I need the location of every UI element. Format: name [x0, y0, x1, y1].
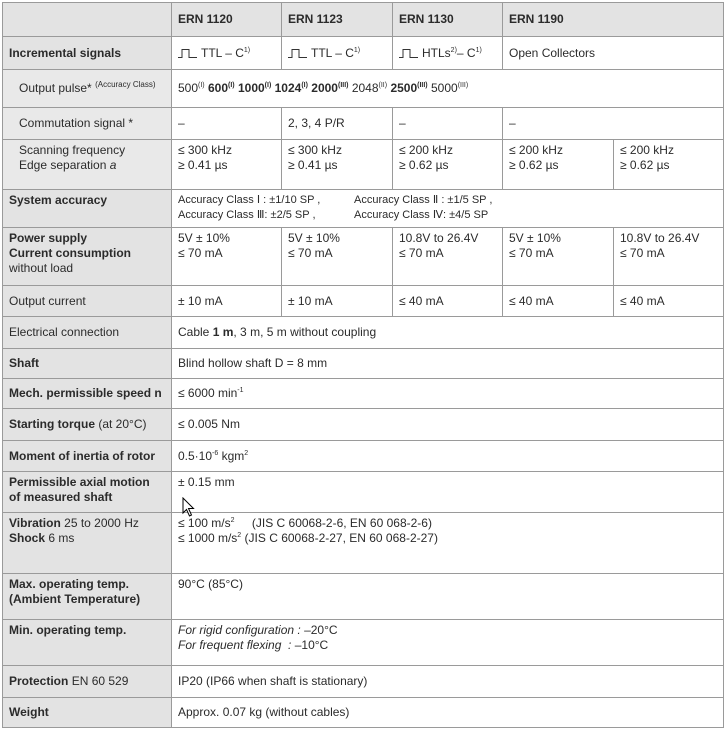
output-pulse-class: (I) — [198, 82, 205, 89]
row-incremental-signals — [3, 37, 724, 70]
inertia-sup: -6 — [212, 449, 219, 457]
square-wave-icon — [178, 49, 198, 58]
inertia-a: 0.5·10 — [178, 448, 213, 463]
mouse-pointer-icon — [182, 497, 196, 517]
label-output-pulse-text: Output pulse — [19, 81, 88, 95]
header-ern1130: ERN 1130 — [393, 3, 503, 37]
incremental-ern1130-text-b: – C — [456, 45, 476, 60]
vibration-std: (JIS C 60068-2-6, EN 60 068-2-6) — [251, 516, 432, 530]
output-current-c3: ≤ 40 mA — [393, 286, 503, 317]
label-protection — [3, 666, 172, 698]
output-current-c1: ± 10 mA — [172, 286, 282, 317]
shock-sup: 2 — [237, 532, 242, 539]
row-commutation-signal — [3, 108, 724, 140]
output-pulse-class: (III) — [337, 82, 349, 89]
inertia-value — [172, 441, 724, 472]
label-edge-var: a — [109, 158, 117, 172]
label-power-line2: Current consumption — [9, 246, 131, 260]
row-output-pulse — [3, 70, 724, 108]
label-output-pulse — [3, 70, 172, 108]
scanning-c2 — [282, 140, 393, 190]
incremental-ern1123-footnote: 1) — [353, 46, 361, 54]
output-pulse-class: (III) — [417, 82, 428, 89]
power-c3-supply: 10.8V to 26.4V — [399, 231, 479, 245]
power-c1-current: ≤ 70 mA — [178, 246, 223, 260]
label-output-current: Output current — [3, 286, 172, 317]
min-temp-rigid-val: –20°C — [304, 623, 338, 637]
commutation-ern1190: – — [503, 108, 724, 140]
incremental-ern1120-text: TTL – C — [201, 45, 244, 60]
system-accuracy-values — [172, 190, 724, 228]
row-scanning-frequency — [3, 140, 724, 190]
shock-line — [178, 531, 718, 546]
label-permissible-speed: Mech. permissible speed n — [3, 379, 172, 409]
speed-value — [172, 379, 724, 409]
label-shock-val: 6 ms — [48, 531, 75, 545]
label-incremental-signals: Incremental signals — [3, 37, 172, 70]
row-permissible-speed — [3, 379, 724, 409]
label-max-operating-temp — [3, 574, 172, 620]
electrical-connection-value — [172, 317, 724, 349]
inertia-sup2: 2 — [244, 449, 249, 457]
output-pulse-value: 1000 — [237, 81, 265, 95]
output-pulse-value: 500 — [178, 81, 199, 95]
label-protection-std: EN 60 529 — [71, 674, 129, 688]
label-scanning-frequency — [3, 140, 172, 190]
output-current-c5: ≤ 40 mA — [614, 286, 724, 317]
row-min-operating-temp — [3, 620, 724, 666]
square-wave-icon — [288, 49, 308, 58]
label-moment-of-inertia: Moment of inertia of rotor — [3, 441, 172, 472]
power-c2-supply: 5V ± 10% — [288, 231, 340, 245]
shock-val: ≤ 1000 m/s — [178, 531, 238, 545]
torque-value: ≤ 0.005 Nm — [172, 409, 724, 441]
output-pulse-value: 2500 — [390, 81, 418, 95]
label-system-accuracy: System accuracy — [3, 190, 172, 228]
output-pulse-values — [172, 70, 724, 108]
row-power-supply — [3, 228, 724, 286]
header-row — [3, 3, 724, 37]
power-c4-current: ≤ 70 mA — [509, 246, 554, 260]
header-ern1190: ERN 1190 — [503, 3, 724, 37]
row-weight — [3, 698, 724, 728]
label-power-line1: Power supply — [9, 231, 88, 245]
label-min-operating-temp: Min. operating temp. — [3, 620, 172, 666]
commutation-ern1130: – — [393, 108, 503, 140]
label-max-temp-line1: Max. operating temp. — [9, 577, 130, 591]
label-shock — [9, 531, 166, 546]
output-pulse-class: (I) — [228, 82, 235, 89]
output-pulse-value: 600 — [207, 81, 229, 95]
power-c1 — [172, 228, 282, 286]
min-temp-flexing-val: –10°C — [294, 638, 329, 652]
electrical-pre: Cable — [178, 325, 210, 339]
row-protection — [3, 666, 724, 698]
commutation-ern1123: 2, 3, 4 P/R — [282, 108, 393, 140]
scanning-c2-edge: ≥ 0.41 µs — [288, 158, 338, 172]
label-vibration-range: 25 to 2000 Hz — [64, 516, 139, 530]
min-temp-rigid-label: For rigid configuration : — [178, 623, 301, 637]
power-c3 — [393, 228, 503, 286]
spec-table — [2, 2, 724, 728]
label-commutation-signal: Commutation signal * — [3, 108, 172, 140]
label-power-line3: without load — [9, 261, 74, 275]
power-c3-current: ≤ 70 mA — [399, 246, 444, 260]
accuracy-class-1: Accuracy Class Ⅰ : ±1/10 SP , — [178, 194, 321, 206]
axial-value: ± 0.15 mm — [172, 472, 724, 513]
label-power-supply — [3, 228, 172, 286]
scanning-c1 — [172, 140, 282, 190]
electrical-post: , 3 m, 5 m without coupling — [233, 325, 377, 339]
square-wave-icon — [399, 49, 419, 58]
label-vibration-text: Vibration — [9, 516, 61, 530]
output-pulse-class: (II) — [378, 82, 388, 89]
label-vibration — [9, 516, 166, 531]
incremental-ern1120 — [172, 37, 282, 70]
output-pulse-class: (I) — [264, 82, 272, 89]
speed-sup: -1 — [237, 387, 244, 394]
accuracy-class-2: Accuracy Class Ⅱ : ±1/5 SP , — [354, 194, 493, 206]
label-scanning-line1: Scanning frequency — [19, 143, 126, 157]
scanning-c4-freq: ≤ 200 kHz — [509, 143, 563, 157]
power-c5-supply: 10.8V to 26.4V — [620, 231, 700, 245]
label-starting-torque — [3, 409, 172, 441]
row-moment-of-inertia — [3, 441, 724, 472]
incremental-ern1120-footnote: 1) — [243, 46, 251, 54]
scanning-c3-edge: ≥ 0.62 µs — [399, 158, 449, 172]
label-electrical-connection: Electrical connection — [3, 317, 172, 349]
scanning-c5-freq: ≤ 200 kHz — [620, 143, 674, 157]
scanning-c5-edge: ≥ 0.62 µs — [620, 158, 670, 172]
power-c4-supply: 5V ± 10% — [509, 231, 561, 245]
inertia-b: kgm — [221, 448, 245, 463]
header-ern1123: ERN 1123 — [282, 3, 393, 37]
accuracy-line1 — [178, 193, 718, 208]
output-current-c2: ± 10 mA — [282, 286, 393, 317]
min-temp-flexing — [178, 638, 718, 653]
shaft-value: Blind hollow shaft D = 8 mm — [172, 349, 724, 379]
min-temp-rigid — [178, 623, 718, 638]
label-vibration-shock — [3, 513, 172, 574]
accuracy-line2 — [178, 208, 718, 223]
shock-std: (JIS C 60068-2-27, EN 60 068-2-27) — [244, 531, 438, 545]
incremental-ern1123-text: TTL – C — [311, 45, 354, 60]
row-system-accuracy — [3, 190, 724, 228]
power-c5-current: ≤ 70 mA — [620, 246, 665, 260]
scanning-c3 — [393, 140, 503, 190]
row-vibration-shock — [3, 513, 724, 574]
row-output-current — [3, 286, 724, 317]
label-protection-text: Protection — [9, 674, 69, 688]
scanning-c3-freq: ≤ 200 kHz — [399, 143, 453, 157]
output-pulse-class: (III) — [457, 82, 469, 89]
power-c4 — [503, 228, 614, 286]
accuracy-class-4: Accuracy Class Ⅳ: ±4/5 SP — [354, 209, 489, 221]
row-axial-motion — [3, 472, 724, 513]
power-c2-current: ≤ 70 mA — [288, 246, 333, 260]
header-blank — [3, 3, 172, 37]
electrical-bold: 1 m — [212, 325, 234, 339]
label-shaft: Shaft — [3, 349, 172, 379]
incremental-ern1130 — [393, 37, 503, 70]
scanning-c5 — [614, 140, 724, 190]
scanning-c1-edge: ≥ 0.41 µs — [178, 158, 228, 172]
row-max-operating-temp — [3, 574, 724, 620]
power-c2 — [282, 228, 393, 286]
label-torque-note: (at 20°C) — [98, 417, 147, 431]
incremental-ern1130-footnote-b: 1) — [475, 46, 482, 54]
vibration-line — [178, 516, 718, 531]
scanning-c4-edge: ≥ 0.62 µs — [509, 158, 559, 172]
commutation-ern1120: – — [172, 108, 282, 140]
output-pulse-value: 2000 — [311, 81, 338, 95]
output-current-c4: ≤ 40 mA — [503, 286, 614, 317]
output-pulse-value: 1024 — [274, 81, 302, 95]
max-temp-value: 90°C (85°C) — [172, 574, 724, 620]
vibration-val: ≤ 100 m/s — [178, 516, 231, 530]
label-edge-separation: Edge separation — [19, 158, 107, 172]
label-output-pulse-star: * — [87, 81, 92, 95]
power-c1-supply: 5V ± 10% — [178, 231, 230, 245]
label-output-pulse-class: (Accuracy Class) — [95, 80, 156, 89]
speed-text: ≤ 6000 min — [178, 386, 238, 400]
vibration-sup: 2 — [230, 517, 235, 524]
label-axial-line2: of measured shaft — [9, 490, 113, 504]
incremental-ern1190: Open Collectors — [503, 37, 724, 70]
min-temp-flexing-label: For frequent flexing : — [178, 638, 292, 652]
row-starting-torque — [3, 409, 724, 441]
row-electrical-connection — [3, 317, 724, 349]
label-shock-text: Shock — [9, 531, 46, 545]
output-pulse-value: 2048 — [351, 81, 379, 95]
scanning-c4 — [503, 140, 614, 190]
accuracy-class-3: Accuracy Class Ⅲ: ±2/5 SP , — [178, 209, 316, 221]
scanning-c2-freq: ≤ 300 kHz — [288, 143, 342, 157]
header-ern1120: ERN 1120 — [172, 3, 282, 37]
label-torque-text: Starting torque — [9, 417, 95, 431]
incremental-ern1123 — [282, 37, 393, 70]
label-axial-line1: Permissible axial motion — [9, 475, 150, 489]
label-axial-motion — [3, 472, 172, 513]
label-scanning-line2 — [19, 158, 166, 173]
power-c5 — [614, 228, 724, 286]
output-pulse-class: (I) — [301, 82, 308, 89]
output-pulse-value: 5000 — [430, 81, 458, 95]
label-max-temp-line2: (Ambient Temperature) — [9, 592, 141, 606]
scanning-c1-freq: ≤ 300 kHz — [178, 143, 232, 157]
vibration-values — [172, 513, 724, 574]
protection-value: IP20 (IP66 when shaft is stationary) — [172, 666, 724, 698]
weight-value: Approx. 0.07 kg (without cables) — [172, 698, 724, 728]
incremental-ern1130-text: HTLs — [422, 45, 451, 60]
row-shaft — [3, 349, 724, 379]
incremental-ern1130-footnote-a: 2) — [450, 46, 457, 54]
label-weight: Weight — [3, 698, 172, 728]
min-temp-values — [172, 620, 724, 666]
